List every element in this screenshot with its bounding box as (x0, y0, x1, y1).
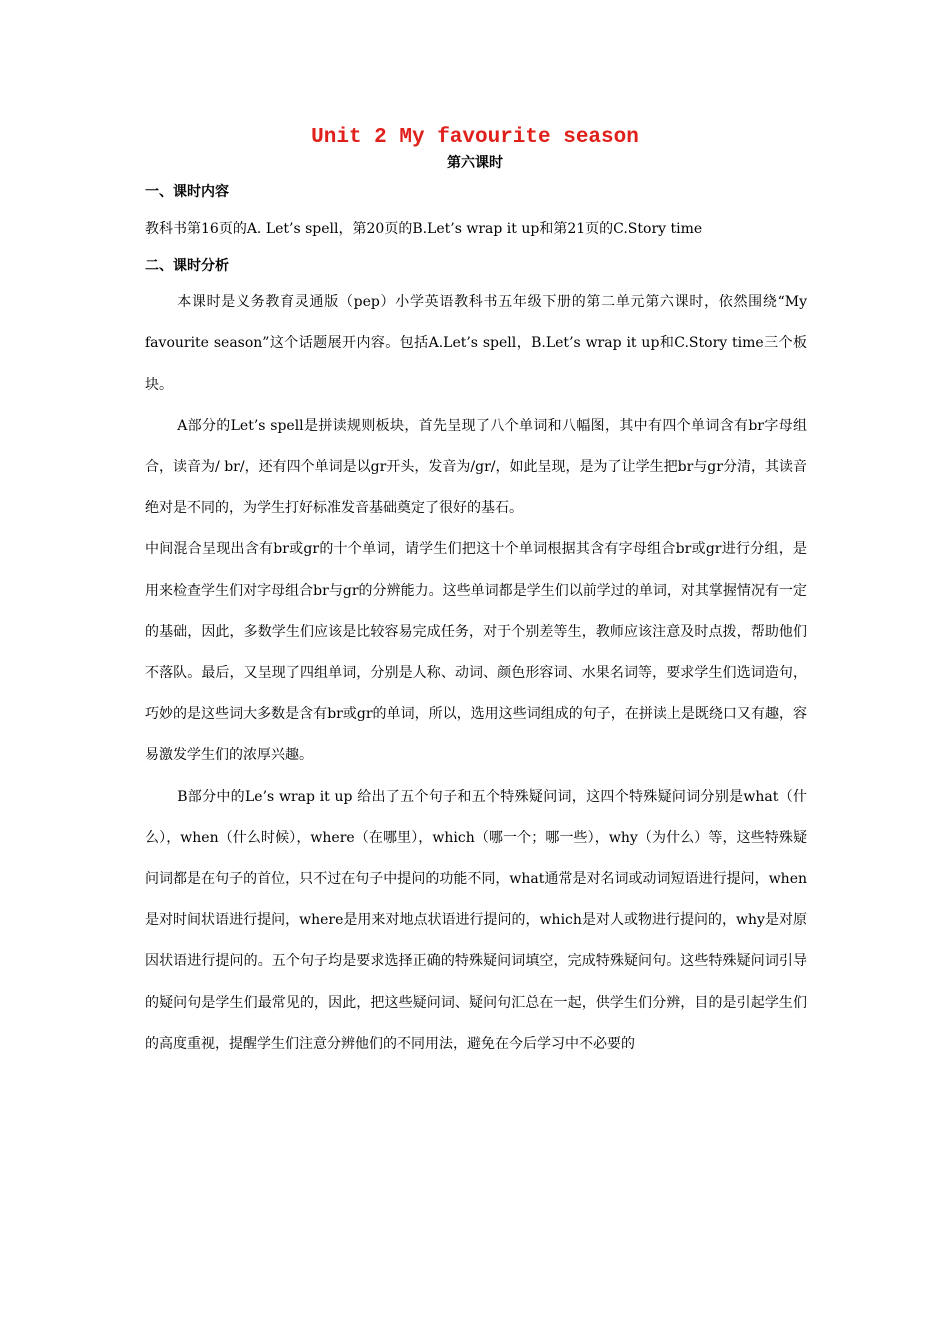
section-heading-lesson-analysis: 二、课时分析 (145, 258, 229, 275)
analysis-paragraph-wrap-it-up: B部分中的Le’s wrap it up 给出了五个句子和五个特殊疑问词，这四个特殊疑问词分别是what（什么），when（什么时候），where（在哪里），which（哪一个；哪一些），why（为什么）等，这些特殊疑问词都是在句子的首位，只不过在句子中提问的功能不同，what通常是对名词或动词短语进行提问，when是对时间状语进行提问，where是用来对地点状语进行提问的，which是对人或物进行提问的，why是对原因状语进行提问的。五个句子均是要求选择正确的特殊疑问词填空，完成特殊疑问句。这些特殊疑问词引导的疑问句是学生们最常见的，因此，把这些疑问词、疑问句汇总在一起，供学生们分辨，目的是引起学生们的高度重视，提醒学生们注意分辨他们的不同用法，避免在今后学习中不必要的 (145, 788, 807, 1052)
section-heading-lesson-content: 一、课时内容 (145, 184, 229, 200)
analysis-paragraph-word-grouping: 中间混合呈现出含有br或gr的十个单词，请学生们把这十个单词根据其含有字母组合br或gr进行分组，是用来检查学生们对字母组合br与gr的分辨能力。这些单词都是学生们以前学过的单词，对其掌握情况有一定的基础，因此，多数学生们应该是比较容易完成任务，对于个别差等生，教师应该注意及时点拨，帮助他们不落队。最后，又呈现了四组单词，分别是人称、动词、颜色形容词、水果名词等，要求学生们选词造句，巧妙的是这些词大多数是含有br或gr的单词，所以，选用这些词组成的句子，在拼读上是既绕口又有趣，容易激发学生们的浓厚兴趣。 (145, 541, 807, 764)
section-lesson-analysis (145, 254, 950, 1065)
analysis-paragraph-overview: 本课时是义务教育灵通版（pep）小学英语教科书五年级下册的第二单元第六课时，依然围绕“My favourite season”这个话题展开内容。包括A.Let’s spell，B.Let’s wrap it up和C.Story time三个板块。 (145, 294, 807, 393)
analysis-paragraph-lets-spell: A部分的Let’s spell是拼读规则板块，首先呈现了八个单词和八幅图，其中有四个单词含有br字母组合，读音为/ br/，还有四个单词是以gr开头，发音为/gr/，如此呈现，是为了让学生把br与gr分清，其读音绝对是不同的，为学生打好标准发音基础奠定了很好的基石。 (145, 417, 807, 517)
section-lesson-content (145, 180, 950, 250)
lesson-content-paragraph: 教科书第16页的A. Let’s spell，第20页的B.Let’s wrap it up和第21页的C.Story time (145, 221, 703, 237)
lesson-subtitle: 第六课时 (447, 155, 503, 171)
document-title: Unit 2 My favourite season (311, 126, 639, 149)
